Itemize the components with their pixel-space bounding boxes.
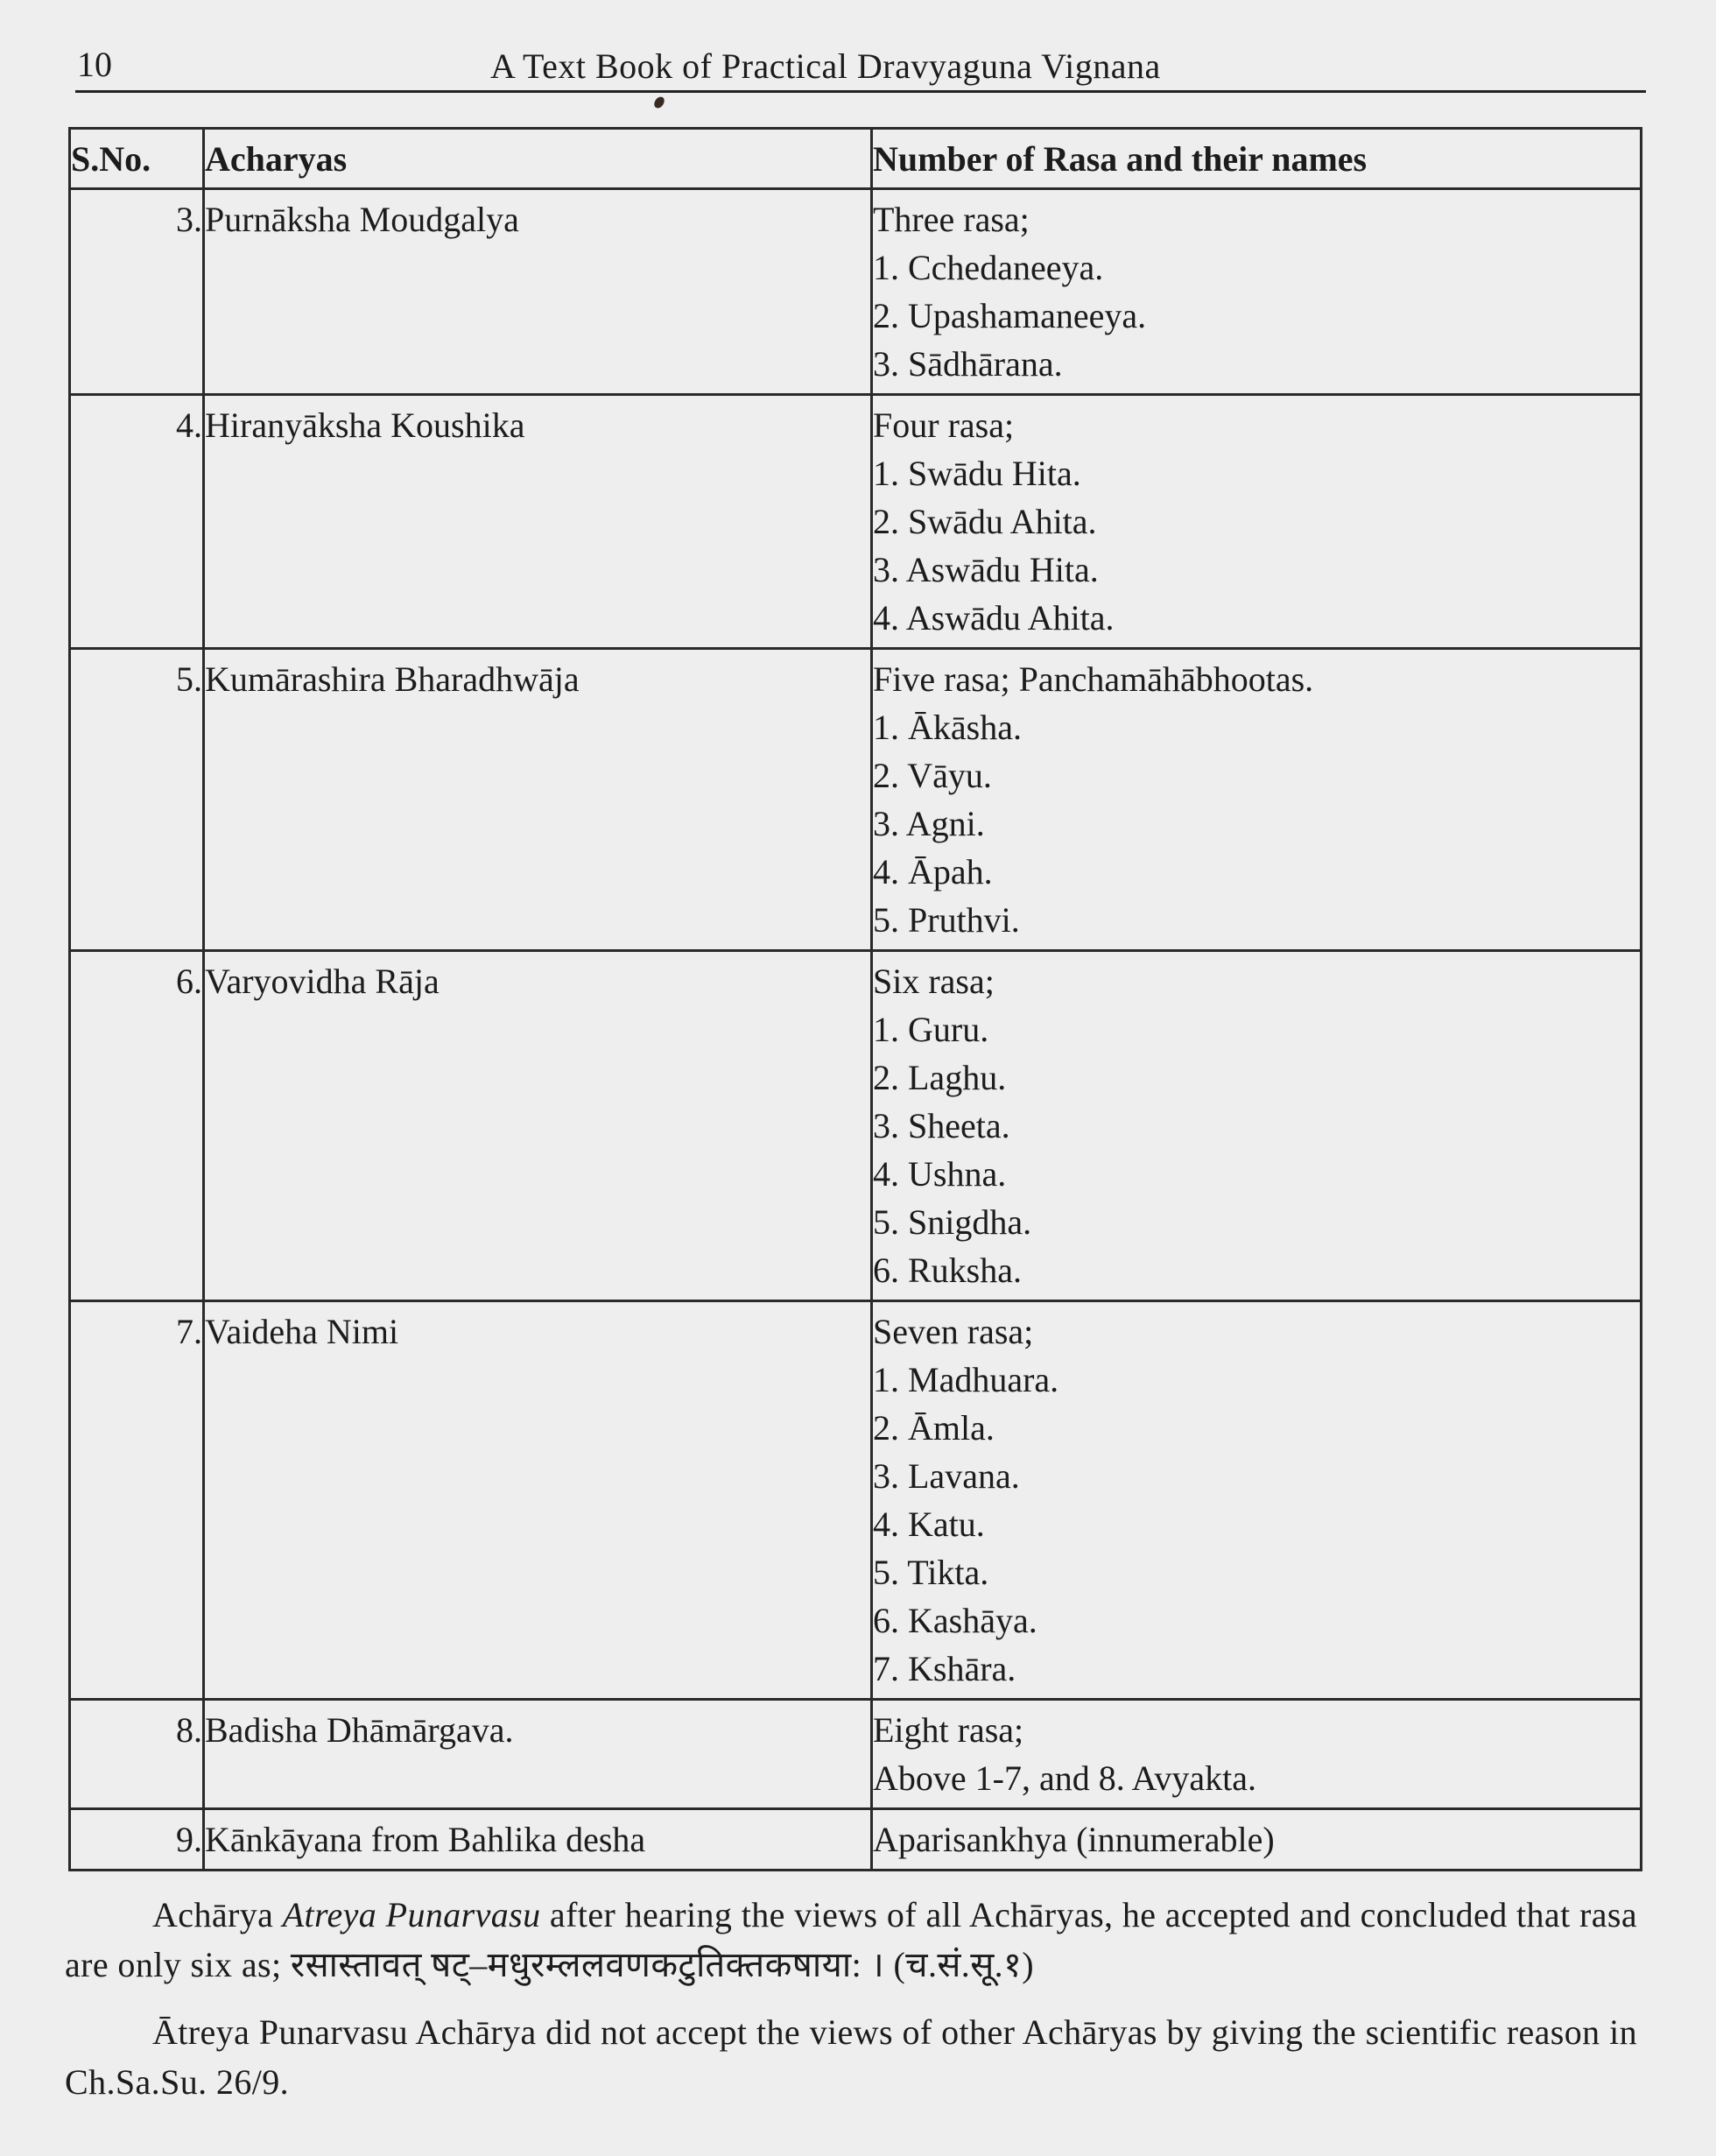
rasa-table — [68, 127, 1642, 1871]
rasa-line: Three rasa; — [873, 200, 1030, 239]
para1-rest: after hearing the views of all Achāryas, he accepted and concluded that rasa are only six as; रसास्तावत् षट्–मधुरम्ललवणकटुतिक्तकषाया: । (च.सं.सू.१) — [65, 1895, 1637, 1984]
ink-speck — [652, 95, 666, 109]
rasa-line: 4. Katu. — [873, 1504, 985, 1544]
page-number: 10 — [77, 45, 112, 84]
row-rasa-list — [872, 1700, 1642, 1809]
table-row — [70, 1301, 1642, 1700]
row-rasa-list — [872, 395, 1642, 649]
rasa-line: Aparisankhya (innumerable) — [873, 1820, 1275, 1859]
rasa-line: 2. Vāyu. — [873, 756, 992, 795]
para1-start: Achārya — [152, 1895, 283, 1934]
row-rasa-list — [872, 649, 1642, 951]
row-sno: 4. — [70, 395, 204, 649]
row-acharya: Kānkāyana from Bahlika desha — [204, 1809, 872, 1871]
row-acharya: Varyovidha Rāja — [204, 951, 872, 1301]
row-sno: 7. — [70, 1301, 204, 1700]
row-sno: 9. — [70, 1809, 204, 1871]
row-sno: 5. — [70, 649, 204, 951]
rasa-line: 3. Sādhārana. — [873, 344, 1063, 384]
rasa-line: 3. Agni. — [873, 804, 985, 843]
table-row — [70, 951, 1642, 1301]
rasa-line: 6. Kashāya. — [873, 1601, 1037, 1640]
running-title: A Text Book of Practical Dravyaguna Vignana — [490, 46, 1161, 86]
table-row — [70, 1700, 1642, 1809]
row-sno: 8. — [70, 1700, 204, 1809]
rasa-line: Five rasa; Panchamāhābhootas. — [873, 659, 1314, 699]
rasa-line: 4. Ushna. — [873, 1154, 1007, 1194]
rasa-line: 1. Guru. — [873, 1010, 989, 1049]
rasa-line: 4. Aswādu Ahita. — [873, 598, 1115, 638]
table-row — [70, 189, 1642, 395]
rasa-line: 3. Lavana. — [873, 1456, 1020, 1496]
rasa-line: 1. Cchedaneeya. — [873, 248, 1104, 287]
rasa-line: 4. Āpah. — [873, 852, 993, 891]
row-acharya: Kumārashira Bharadhwāja — [204, 649, 872, 951]
rasa-line: 3. Aswādu Hita. — [873, 550, 1099, 589]
rasa-line: 2. Āmla. — [873, 1408, 995, 1448]
row-acharya: Purnāksha Moudgalya — [204, 189, 872, 395]
rasa-line: 2. Swādu Ahita. — [873, 502, 1097, 541]
column-header-sno: S.No. — [70, 129, 204, 189]
table-row — [70, 395, 1642, 649]
row-rasa-list — [872, 189, 1642, 395]
table-row — [70, 649, 1642, 951]
rasa-line: 2. Upashamaneeya. — [873, 296, 1147, 335]
row-sno: 3. — [70, 189, 204, 395]
para1-name: Atreya Punarvasu — [282, 1895, 541, 1934]
rasa-line: 5. Pruthvi. — [873, 900, 1020, 940]
rasa-line: 1. Ākāsha. — [873, 708, 1022, 747]
rasa-line: 1. Swādu Hita. — [873, 454, 1081, 493]
rasa-line: Six rasa; — [873, 962, 995, 1001]
rasa-line: Above 1-7, and 8. Avyakta. — [873, 1758, 1257, 1798]
table-header-row — [70, 129, 1642, 189]
rasa-line: 5. Tikta. — [873, 1553, 989, 1592]
row-acharya: Badisha Dhāmārgava. — [204, 1700, 872, 1809]
rasa-line: Four rasa; — [873, 405, 1015, 445]
row-sno: 6. — [70, 951, 204, 1301]
row-acharya: Hiranyāksha Koushika — [204, 395, 872, 649]
reason-paragraph: Ātreya Punarvasu Achārya did not accept the views of other Achāryas by giving the scientific reason in Ch.Sa.Su. 26/9. — [65, 2012, 1637, 2102]
row-acharya: Vaideha Nimi — [204, 1301, 872, 1700]
header-rule — [75, 90, 1646, 93]
table-row — [70, 1809, 1642, 1871]
rasa-line: Seven rasa; — [873, 1312, 1034, 1351]
rasa-line: 3. Sheeta. — [873, 1106, 1010, 1145]
rasa-line: 6. Ruksha. — [873, 1251, 1022, 1290]
column-header-acharyas: Acharyas — [204, 129, 872, 189]
row-rasa-list — [872, 951, 1642, 1301]
rasa-line: 5. Snigdha. — [873, 1202, 1032, 1242]
row-rasa-list — [872, 1809, 1642, 1871]
conclusion-paragraph — [65, 1890, 1637, 1990]
rasa-line: 7. Kshāra. — [873, 1649, 1016, 1688]
rasa-line: Eight rasa; — [873, 1710, 1024, 1750]
rasa-line: 2. Laghu. — [873, 1058, 1007, 1097]
row-rasa-list — [872, 1301, 1642, 1700]
column-header-rasa: Number of Rasa and their names — [872, 129, 1642, 189]
rasa-line: 1. Madhuara. — [873, 1360, 1059, 1399]
